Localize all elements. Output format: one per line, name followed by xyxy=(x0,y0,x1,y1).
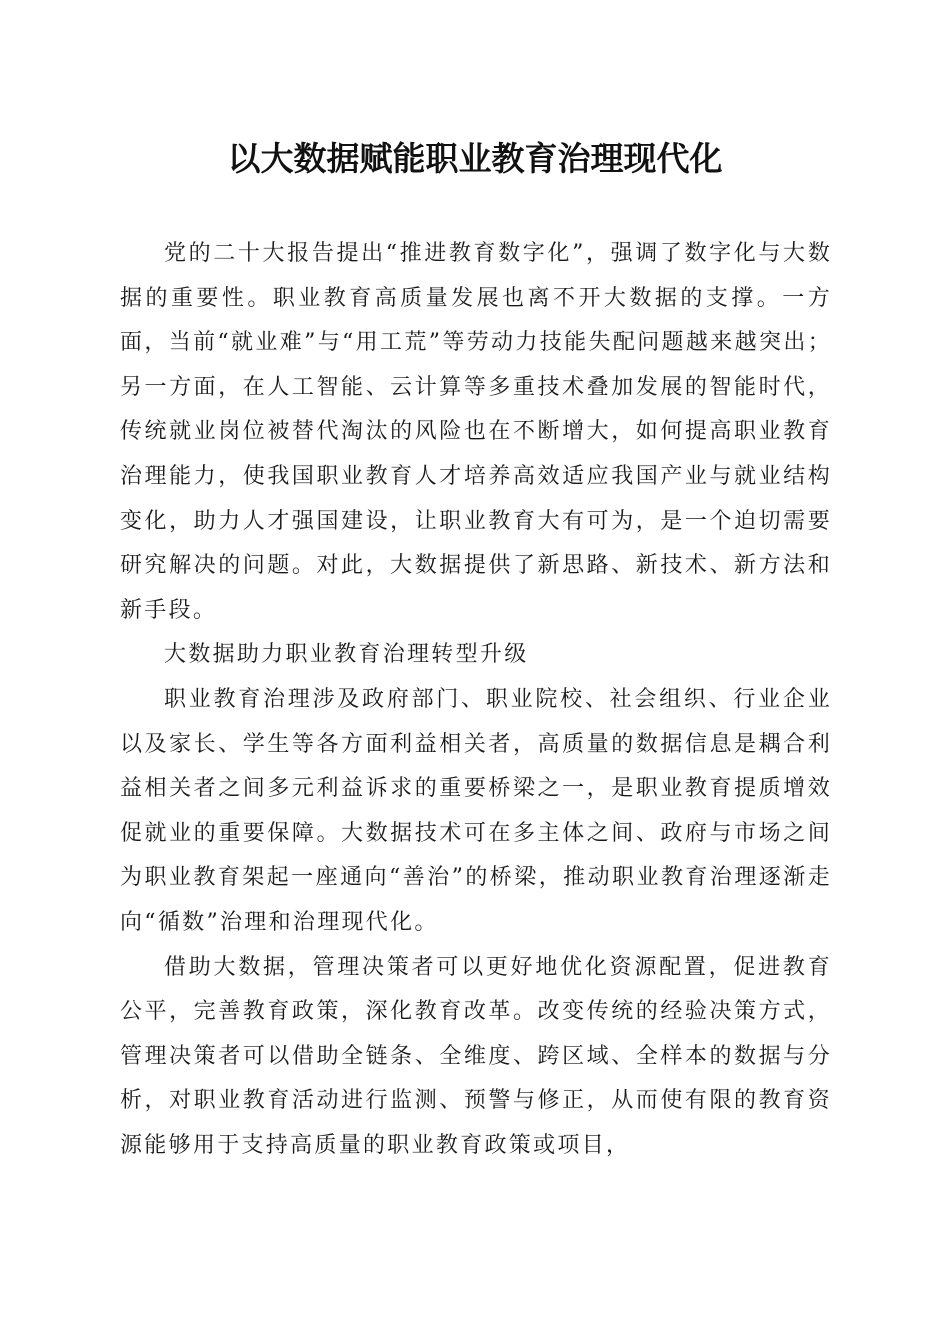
paragraph-intro: 党的二十大报告提出“推进教育数字化”，强调了数字化与大数据的重要性。职业教育高质量发展也离不开大数据的支撑。一方面，当前“就业难”与“用工荒”等劳动力技能失配问题越来越突出；另一方面，在人工智能、云计算等多重技术叠加发展的智能时代，传统就业岗位被替代淘汰的风险也在不断增大，如何提高职业教育治理能力，使我国职业教育人才培养高效适应我国产业与就业结构变化，助力人才强国建设，让职业教育大有可为，是一个迫切需要研究解决的问题。对此，大数据提供了新思路、新技术、新方法和新手段。 xyxy=(120,241,832,623)
paragraph-decision-making: 借助大数据，管理决策者可以更好地优化资源配置，促进教育公平，完善教育政策，深化教育改革。改变传统的经验决策方式，管理决策者可以借助全链条、全维度、跨区域、全样本的数据与分析，对职业教育活动进行监测、预警与修正，从而使有限的教育资源能够用于支持高质量的职业教育政策或项目， xyxy=(120,954,832,1158)
document-body xyxy=(120,232,832,1168)
document-title: 以大数据赋能职业教育治理现代化 xyxy=(227,139,723,178)
paragraph-governance: 职业教育治理涉及政府部门、职业院校、社会组织、行业企业以及家长、学生等各方面利益相关者，高质量的数据信息是耦合利益相关者之间多元利益诉求的重要桥梁之一，是职业教育提质增效促就业的重要保障。大数据技术可在多主体之间、政府与市场之间为职业教育架起一座通向“善治”的桥梁，推动职业教育治理逐渐走向“循数”治理和治理现代化。 xyxy=(120,686,832,935)
section-heading: 大数据助力职业教育治理转型升级 xyxy=(164,642,529,668)
